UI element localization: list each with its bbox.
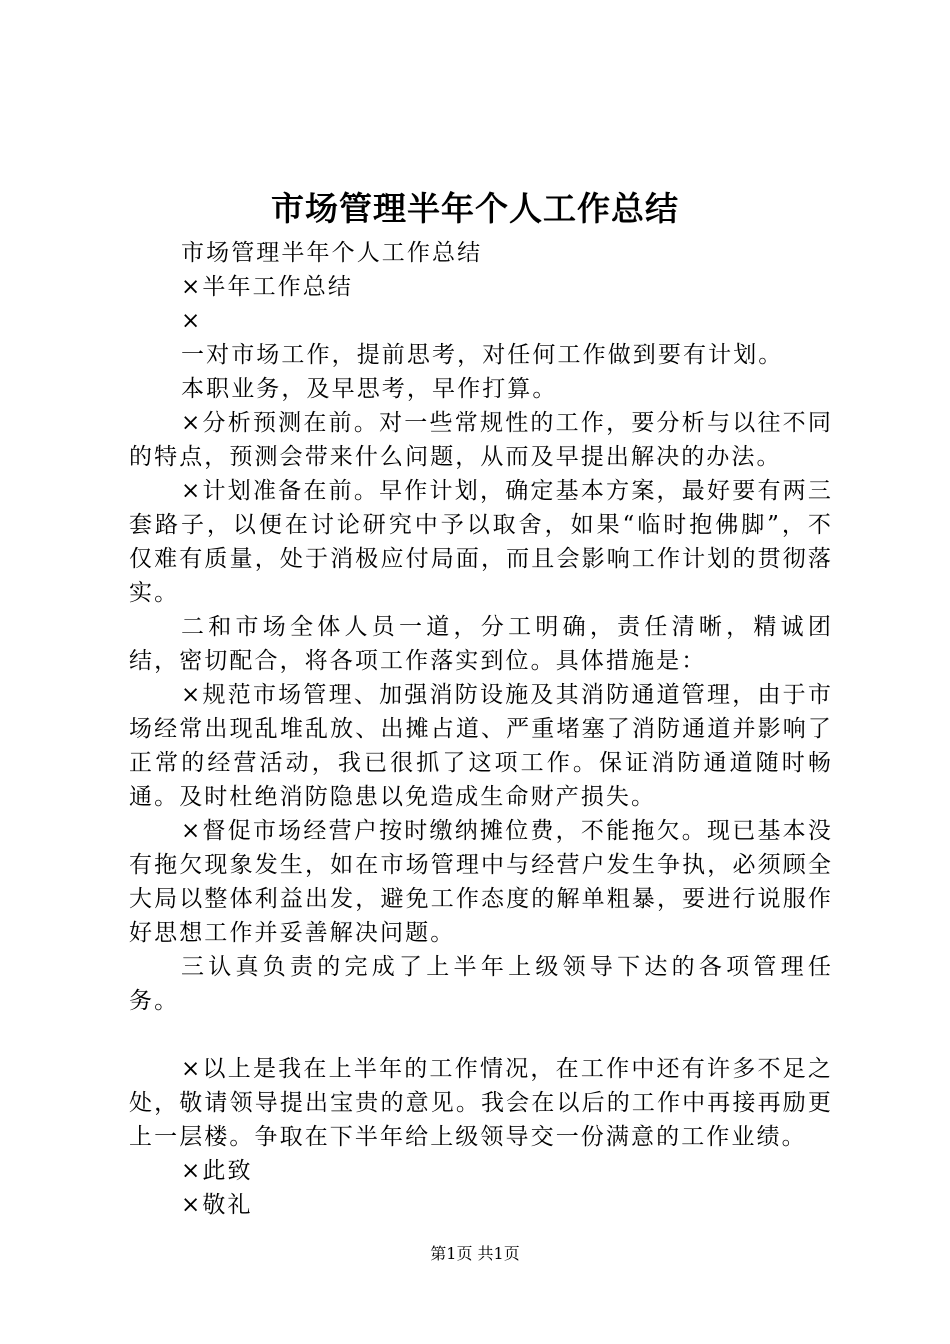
- document-title: 市场管理半年个人工作总结: [271, 189, 679, 228]
- paragraph-planning: ×计划准备在前。早作计划，确定基本方案，最好要有两三套路子，以便在讨论研究中予以取舍，如果“临时抱佛脚”，不仅难有质量，处于消极应付局面，而且会影响工作计划的贯彻落实。: [129, 478, 833, 606]
- paragraph-conclusion: ×以上是我在上半年的工作情况，在工作中还有许多不足之处，敬请领导提出宝贵的意见。我会在以后的工作中再接再励更上一层楼。争取在下半年给上级领导交一份满意的工作业绩。: [129, 1056, 833, 1150]
- paragraph-duties: 本职业务，及早思考，早作打算。: [181, 376, 558, 402]
- paragraph-section-three: 三认真负责的完成了上半年上级领导下达的各项管理任务。: [129, 954, 833, 1014]
- paragraph-closing-salutation: ×此致: [181, 1158, 253, 1184]
- paragraph-heading: ×半年工作总结: [181, 274, 353, 300]
- page-footer: 第1页 共1页: [430, 1244, 520, 1263]
- paragraph-section-one: 一对市场工作，提前思考，对任何工作做到要有计划。: [181, 342, 784, 368]
- paragraph-subtitle: 市场管理半年个人工作总结: [181, 240, 483, 266]
- paragraph-closing-regards: ×敬礼: [181, 1192, 253, 1218]
- paragraph-analysis: ×分析预测在前。对一些常规性的工作，要分析与以往不同的特点，预测会带来什么问题，从而及早提出解决的办法。: [129, 410, 833, 470]
- paragraph-placeholder-mark: ×: [181, 308, 203, 334]
- paragraph-section-two: 二和市场全体人员一道，分工明确，责任清晰，精诚团结，密切配合，将各项工作落实到位。具体措施是：: [129, 614, 833, 674]
- paragraph-fire-safety: ×规范市场管理、加强消防设施及其消防通道管理，由于市场经常出现乱堆乱放、出摊占道、严重堵塞了消防通道并影响了正常的经营活动，我已很抓了这项工作。保证消防通道随时畅通。及时杜绝消防隐患以免造成生命财产损失。: [129, 682, 833, 810]
- document-body: [129, 236, 833, 1222]
- paragraph-stall-fees: ×督促市场经营户按时缴纳摊位费，不能拖欠。现已基本没有拖欠现象发生，如在市场管理中与经营户发生争执，必须顾全大局以整体利益出发，避免工作态度的解单粗暴，要进行说服作好思想工作并妥善解决问题。: [129, 818, 833, 946]
